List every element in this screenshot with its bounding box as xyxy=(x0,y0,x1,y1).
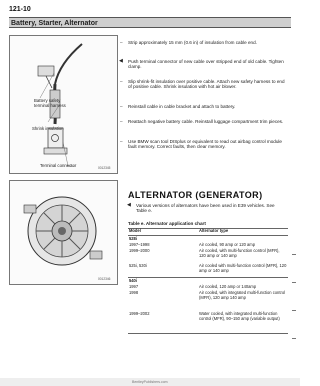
figure-code: 0012345 xyxy=(98,166,111,170)
step-reattach-negative: – Reattach negative battery cable. Reinstall luggage compartment trim pieces. xyxy=(128,119,288,124)
margin-tick xyxy=(292,282,296,283)
table-row-model: 525i, 530i xyxy=(129,263,147,268)
section-title: Battery, Starter, Alternator xyxy=(11,20,98,27)
figure-code: 0012346 xyxy=(98,277,111,281)
table-header-type: Alternator type xyxy=(199,228,229,233)
callout-terminal-connector: Terminal connector xyxy=(40,163,77,168)
alternator-figure xyxy=(9,180,118,285)
table-group-rule xyxy=(128,277,288,278)
table-row-type: Air cooled, with multi-function control (MFR), 120 amp or 140 amp xyxy=(199,248,280,258)
section-heading: ALTERNATOR (GENERATOR) xyxy=(128,190,263,200)
table-group-540i: 540i xyxy=(129,278,137,283)
table-header-rule xyxy=(128,235,288,236)
page-number: 121-10 xyxy=(9,6,31,13)
table-header-model: Model xyxy=(129,228,141,233)
battery-terminal-figure xyxy=(9,35,118,174)
section-title-bar xyxy=(9,17,291,28)
table-row-type: Air cooled, with integrated multi-function control (MFR), 120 amp 140 amp xyxy=(199,290,286,300)
margin-tick xyxy=(292,338,296,339)
callout-safety-harness: Battery safety terminal harness xyxy=(34,98,66,108)
alternator-illustration xyxy=(10,181,117,284)
footer-text: BentleyPublishers.com xyxy=(132,380,168,384)
table-row-model: 1997 xyxy=(129,284,139,289)
table-row-type: Air cooled, 120 amp or 140amp xyxy=(199,284,257,289)
step-push-connector: ◀ Push terminal connector of new cable over stripped end of old cable. Tighten clamp. xyxy=(128,59,288,70)
callout-shrink-insulation: Shrink insulation xyxy=(32,126,64,131)
table-row-model: 1998 xyxy=(129,290,139,295)
step-strip-insulation: – Strip approximately 15 mm (0.6 in) of insulation from cable end. xyxy=(128,40,288,45)
table-row-model: 1997–1998 xyxy=(129,242,150,247)
table-row-type: Air cooled, 90 amp or 120 amp xyxy=(199,242,255,247)
table-bottom-rule xyxy=(128,333,288,334)
table-row-type: Water cooled, with integrated multi-function control (MFR), 90–150 amp (variable output) xyxy=(199,311,280,321)
step-shrink-fit: – Slip shrink-fit insulation over positive cable. Attach new safety harness to end of positive cable. Shrink insulation with hot air blower. xyxy=(128,79,288,90)
step-reinstall-cable: – Reinstall cable in cable bracket and attach to battery. xyxy=(128,104,288,109)
step-scan-tool: – Use BMW scan tool DISplus or equivalent to read out airbag control module fault memory. Correct faults, then clear memory. xyxy=(128,139,288,150)
table-row-model: 1999–2002 xyxy=(129,311,150,316)
table-row-model: 1999–2000 xyxy=(129,248,150,253)
table-caption: Table e. Alternator application chart xyxy=(128,221,206,226)
table-row-type: Air cooled with multi-function control (MFR), 120 amp or 140 amp xyxy=(199,263,287,273)
alternator-intro: ◀ Various versions of alternators have been used in E39 vehicles. See Table e. xyxy=(136,203,286,214)
table-group-528i: 528i xyxy=(129,236,137,241)
margin-tick xyxy=(292,254,296,255)
margin-tick xyxy=(292,310,296,311)
